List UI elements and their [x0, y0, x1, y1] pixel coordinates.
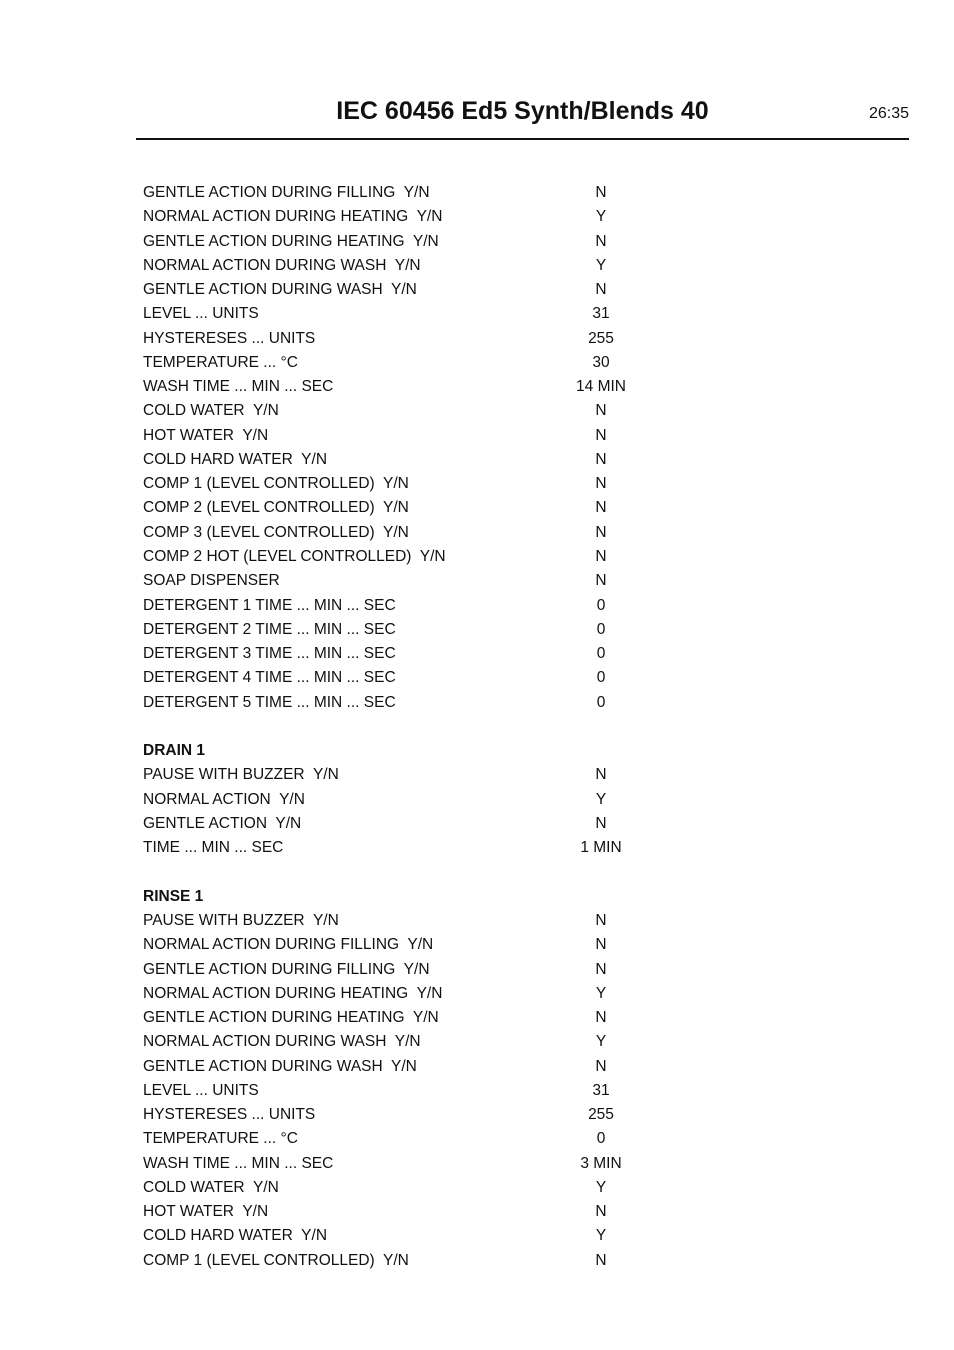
setting-row: [143, 569, 843, 593]
setting-value: N: [595, 523, 607, 541]
setting-label: COMP 1 (LEVEL CONTROLLED) Y/N: [143, 475, 409, 493]
setting-value: 0: [596, 596, 606, 614]
setting-label: NORMAL ACTION DURING WASH Y/N: [143, 1033, 421, 1051]
setting-row: [143, 1103, 843, 1127]
setting-value: N: [595, 911, 607, 929]
setting-row: [143, 594, 843, 618]
setting-row: [143, 278, 843, 302]
page-header: [136, 94, 909, 140]
setting-label: NORMAL ACTION DURING HEATING Y/N: [143, 984, 443, 1002]
setting-row: [143, 254, 843, 278]
page-title: IEC 60456 Ed5 Synth/Blends 40: [336, 97, 709, 125]
setting-value: N: [595, 499, 607, 517]
setting-row: [143, 1224, 843, 1248]
section-title: RINSE 1: [143, 887, 204, 905]
setting-row: [143, 836, 843, 860]
setting-value: 14 MIN: [576, 378, 626, 396]
setting-label: PAUSE WITH BUZZER Y/N: [143, 911, 339, 929]
setting-label: COMP 2 HOT (LEVEL CONTROLLED) Y/N: [143, 547, 446, 565]
setting-value: N: [595, 1057, 607, 1075]
setting-label: LEVEL ... UNITS: [143, 1081, 259, 1099]
setting-row: [143, 1079, 843, 1103]
settings-list: [143, 181, 843, 1273]
setting-value: Y: [595, 1033, 607, 1051]
setting-row: [143, 424, 843, 448]
setting-row: [143, 205, 843, 229]
setting-label: GENTLE ACTION Y/N: [143, 814, 302, 832]
setting-value: 1 MIN: [580, 839, 622, 857]
setting-row: [143, 642, 843, 666]
setting-row: [143, 399, 843, 423]
setting-row: [143, 788, 843, 812]
setting-row: [143, 958, 843, 982]
setting-row: [143, 521, 843, 545]
setting-label: COMP 1 (LEVEL CONTROLLED) Y/N: [143, 1251, 409, 1269]
setting-label: DETERGENT 2 TIME ... MIN ... SEC: [143, 620, 396, 638]
page-number: 26:35: [868, 105, 909, 122]
setting-row: [143, 1127, 843, 1151]
setting-value: 0: [596, 620, 606, 638]
setting-row: [143, 982, 843, 1006]
setting-label: GENTLE ACTION DURING WASH Y/N: [143, 1057, 417, 1075]
setting-row: [143, 691, 843, 715]
setting-row: [143, 448, 843, 472]
setting-row: [143, 909, 843, 933]
setting-label: DETERGENT 4 TIME ... MIN ... SEC: [143, 669, 396, 687]
setting-row: [143, 1200, 843, 1224]
setting-value: N: [595, 450, 607, 468]
setting-row: [143, 933, 843, 957]
setting-value: N: [595, 426, 607, 444]
section-spacer: [143, 860, 843, 884]
setting-label: DETERGENT 5 TIME ... MIN ... SEC: [143, 693, 396, 711]
setting-value: 0: [596, 669, 606, 687]
setting-label: WASH TIME ... MIN ... SEC: [143, 378, 334, 396]
setting-label: GENTLE ACTION DURING FILLING Y/N: [143, 960, 430, 978]
setting-value: 31: [592, 1081, 610, 1099]
setting-value: N: [595, 1251, 607, 1269]
setting-label: GENTLE ACTION DURING HEATING Y/N: [143, 1009, 439, 1027]
setting-label: GENTLE ACTION DURING HEATING Y/N: [143, 232, 439, 250]
setting-label: GENTLE ACTION DURING FILLING Y/N: [143, 184, 430, 201]
setting-value: Y: [595, 984, 607, 1002]
setting-row: [143, 1030, 843, 1054]
setting-value: N: [595, 402, 607, 420]
setting-value: Y: [595, 208, 607, 226]
setting-label: COMP 2 (LEVEL CONTROLLED) Y/N: [143, 499, 409, 517]
setting-label: GENTLE ACTION DURING WASH Y/N: [143, 281, 417, 299]
setting-value: 3 MIN: [580, 1154, 622, 1172]
setting-value: 0: [596, 693, 606, 711]
setting-row: [143, 1006, 843, 1030]
setting-value: N: [595, 475, 607, 493]
setting-row: [143, 375, 843, 399]
setting-value: 31: [592, 305, 610, 323]
setting-row: [143, 1055, 843, 1079]
setting-label: LEVEL ... UNITS: [143, 305, 259, 323]
setting-row: [143, 230, 843, 254]
setting-value: N: [595, 814, 607, 832]
section-title: DRAIN 1: [143, 742, 206, 760]
setting-label: NORMAL ACTION DURING FILLING Y/N: [143, 936, 434, 954]
setting-value: N: [595, 184, 607, 201]
setting-row: [143, 763, 843, 787]
setting-value: 0: [596, 645, 606, 663]
setting-label: DETERGENT 1 TIME ... MIN ... SEC: [143, 596, 396, 614]
setting-label: COLD HARD WATER Y/N: [143, 1227, 328, 1245]
setting-label: NORMAL ACTION Y/N: [143, 790, 305, 808]
setting-value: N: [595, 1009, 607, 1027]
setting-row: [143, 1249, 843, 1273]
setting-row: [143, 327, 843, 351]
setting-value: Y: [595, 1227, 607, 1245]
setting-value: N: [595, 936, 607, 954]
setting-label: TEMPERATURE ... °C: [143, 353, 298, 371]
setting-label: SOAP DISPENSER: [143, 572, 280, 590]
setting-value: N: [595, 547, 607, 565]
setting-label: HOT WATER Y/N: [143, 426, 269, 444]
setting-row: [143, 351, 843, 375]
setting-row: [143, 496, 843, 520]
setting-value: N: [595, 1203, 607, 1221]
setting-value: 255: [588, 329, 614, 347]
setting-row: [143, 618, 843, 642]
setting-row: [143, 666, 843, 690]
setting-label: PAUSE WITH BUZZER Y/N: [143, 766, 339, 784]
setting-value: Y: [595, 256, 607, 274]
setting-row: [143, 181, 843, 205]
setting-value: N: [595, 281, 607, 299]
section-spacer: [143, 715, 843, 739]
setting-label: COLD WATER Y/N: [143, 1178, 279, 1196]
setting-value: N: [595, 232, 607, 250]
setting-row: [143, 812, 843, 836]
setting-value: N: [595, 960, 607, 978]
setting-label: DETERGENT 3 TIME ... MIN ... SEC: [143, 645, 396, 663]
setting-label: TEMPERATURE ... °C: [143, 1130, 298, 1148]
setting-row: [143, 472, 843, 496]
setting-label: NORMAL ACTION DURING WASH Y/N: [143, 256, 421, 274]
setting-row: [143, 1176, 843, 1200]
setting-value: N: [595, 766, 607, 784]
setting-label: HYSTERESES ... UNITS: [143, 329, 316, 347]
setting-value: 255: [588, 1106, 614, 1124]
setting-label: HYSTERESES ... UNITS: [143, 1106, 316, 1124]
setting-row: [143, 302, 843, 326]
setting-label: COLD HARD WATER Y/N: [143, 450, 328, 468]
setting-row: [143, 1152, 843, 1176]
setting-label: TIME ... MIN ... SEC: [143, 839, 284, 857]
setting-label: COMP 3 (LEVEL CONTROLLED) Y/N: [143, 523, 409, 541]
setting-value: N: [595, 572, 607, 590]
setting-label: WASH TIME ... MIN ... SEC: [143, 1154, 334, 1172]
setting-value: 0: [596, 1130, 606, 1148]
setting-label: HOT WATER Y/N: [143, 1203, 269, 1221]
setting-label: COLD WATER Y/N: [143, 402, 279, 420]
setting-value: 30: [592, 353, 610, 371]
setting-value: Y: [595, 790, 607, 808]
setting-value: Y: [595, 1178, 607, 1196]
setting-row: [143, 545, 843, 569]
setting-label: NORMAL ACTION DURING HEATING Y/N: [143, 208, 443, 226]
